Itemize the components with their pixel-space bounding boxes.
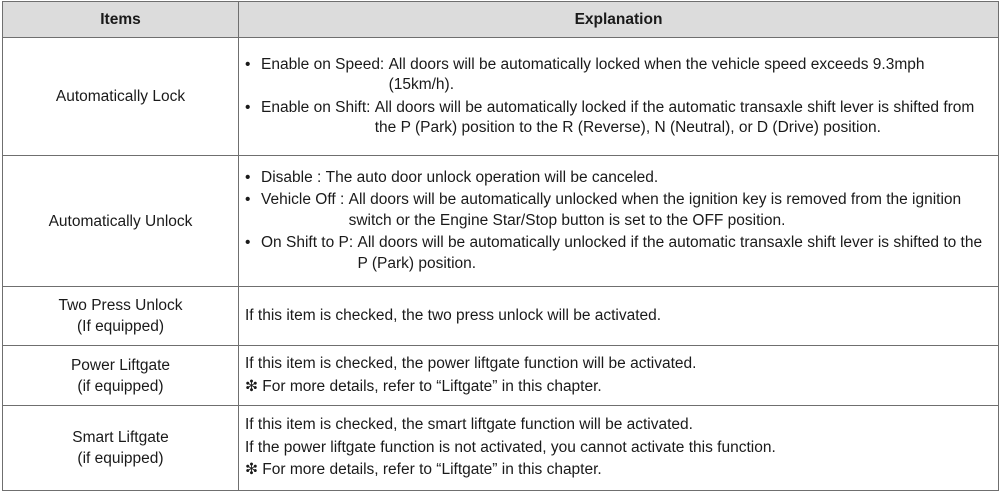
table-row xyxy=(3,156,999,287)
item-smart-liftgate xyxy=(3,406,239,491)
bullet-label: Disable : xyxy=(261,168,326,186)
bullet-text: All doors will be automatically unlocked if the automatic transaxle shift lever is shifted to the P (Park) position. xyxy=(357,234,983,272)
item-automatically-lock: Automatically Lock xyxy=(3,38,239,156)
explanation-line: If this item is checked, the power liftgate function will be activated. xyxy=(245,355,697,372)
table-row xyxy=(3,38,999,156)
table-row xyxy=(3,406,999,491)
bullet-item xyxy=(245,98,992,139)
bullet-label: Enable on Shift: xyxy=(261,98,375,116)
item-two-press-unlock xyxy=(3,287,239,346)
reference-note: ❇ For more details, refer to “Liftgate” in this chapter. xyxy=(245,377,602,395)
bullet-label: Vehicle Off : xyxy=(261,191,349,209)
bullet-item xyxy=(245,168,992,189)
bullet-item xyxy=(245,55,992,96)
item-automatically-unlock: Automatically Unlock xyxy=(3,156,239,287)
header-explanation: Explanation xyxy=(239,2,999,38)
header-items: Items xyxy=(3,2,239,38)
bullet-text: All doors will be automatically locked when the vehicle speed exceeds 9.3mph (15km/h). xyxy=(388,55,925,93)
item-equipped-note: (if equipped) xyxy=(77,450,164,467)
table-row xyxy=(3,346,999,406)
item-equipped-note: (if equipped) xyxy=(77,377,164,395)
explanation-line: If this item is checked, the smart liftgate function will be activated. xyxy=(245,416,693,434)
reference-note: ❇ For more details, refer to “Liftgate” in this chapter. xyxy=(245,461,602,479)
bullet-label: On Shift to P: xyxy=(261,234,358,252)
bullet-text: The auto door unlock operation will be canceled. xyxy=(325,168,659,186)
table-header-row xyxy=(3,2,999,38)
explanation-cell xyxy=(239,38,999,156)
bullet-item xyxy=(245,190,992,231)
bullet-icon: • xyxy=(245,55,251,73)
explanation-line: If this item is checked, the two press unlock will be activated. xyxy=(245,306,662,324)
settings-table xyxy=(2,1,999,491)
bullet-icon: • xyxy=(245,98,251,116)
bullet-icon: • xyxy=(245,234,251,252)
item-power-liftgate xyxy=(3,346,239,406)
item-title: Two Press Unlock xyxy=(58,297,183,314)
bullet-label: Enable on Speed: xyxy=(261,55,389,73)
explanation-cell xyxy=(239,156,999,287)
bullet-text: All doors will be automatically unlocked when the ignition key is removed from the ignition switch or the Engine Star/Stop button is set to the OFF position. xyxy=(348,191,962,229)
bullet-icon: • xyxy=(245,168,251,186)
explanation-cell xyxy=(239,287,999,346)
explanation-line: If the power liftgate function is not activated, you cannot activate this function. xyxy=(245,438,776,456)
item-title: Power Liftgate xyxy=(70,356,171,374)
bullet-icon: • xyxy=(245,191,251,209)
bullet-item xyxy=(245,233,992,274)
bullet-text: All doors will be automatically locked if the automatic transaxle shift lever is shifted from the P (Park) position to the R (Reverse), N (Neutral), or D (Drive) position. xyxy=(374,98,975,136)
explanation-cell xyxy=(239,406,999,491)
explanation-cell xyxy=(239,346,999,406)
item-equipped-note: (If equipped) xyxy=(76,318,165,335)
item-title: Smart Liftgate xyxy=(72,429,169,446)
table-row xyxy=(3,287,999,346)
